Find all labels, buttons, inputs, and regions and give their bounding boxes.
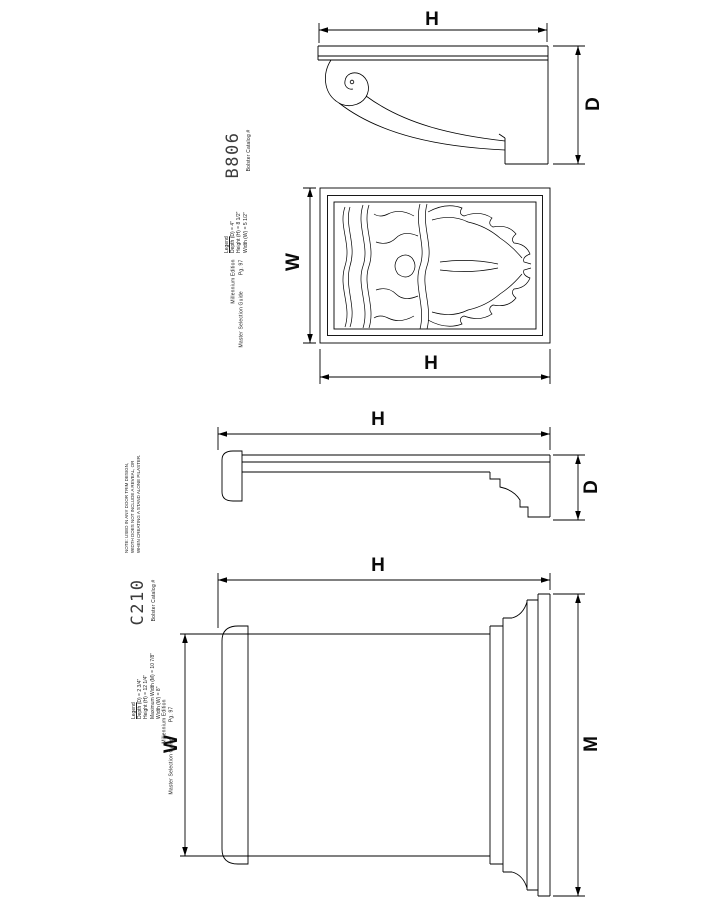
b806-profile-depth-dim-label: D	[583, 97, 604, 111]
c210-note	[124, 447, 144, 553]
c210-part-number: C210	[128, 578, 148, 626]
c210-front-maxwidth-dim-label: M	[581, 736, 602, 752]
b806-edition-label: Millennium Edition	[230, 259, 236, 304]
c210-legend-maxwidth: Maximum Width (M) = 10 7/8"	[149, 652, 156, 719]
b806-catalog-label: Bolster Catalog #	[245, 129, 251, 172]
b806-legend-title: Legend	[224, 236, 230, 253]
c210-legend-depth: Depth (D) = 2 3/4"	[137, 678, 144, 719]
c210-legend-height: Height (H) = 12 1/4"	[143, 674, 150, 719]
c210-guide-label: Master Selection Guide	[168, 738, 175, 795]
c210-page-label: Pg. 97	[168, 706, 175, 723]
c210-profile-drawing	[218, 427, 585, 520]
b806-guide	[239, 246, 246, 362]
c210-profile-height-dim-label: H	[371, 409, 385, 430]
c210-guide	[169, 693, 176, 809]
c210-front-height-dim-label: H	[371, 555, 385, 576]
c210-note-line-3: WHEN CREATING A STAND ALONE PILASTER.	[136, 454, 141, 553]
b806-legend-width: Width (W) = 5 1/2"	[242, 212, 249, 253]
b806-legend-height: Height (H) = 8 1/2"	[236, 211, 243, 253]
b806-legend	[224, 187, 250, 253]
b806-profile-drawing	[318, 23, 585, 164]
acanthus-carving	[343, 204, 531, 329]
b806-front-height-dim-label: H	[424, 353, 438, 374]
c210-legend-width: Width (W) = 8"	[155, 686, 162, 719]
c210-legend	[131, 627, 163, 719]
c210-legend-title: Legend	[131, 702, 137, 719]
c210-catalog-label: Bolster Catalog #	[150, 579, 156, 622]
c210-front-drawing	[180, 573, 585, 896]
b806-page-label: Pg. 97	[238, 259, 245, 276]
c210-front-width-dim-label: W	[161, 735, 182, 753]
b806-guide-label: Master Selection Guide	[238, 291, 245, 348]
c210-profile-depth-dim-label: D	[581, 480, 602, 494]
c210-note-line-1: NOTE: USED IN ANY DOOR TRIM DESIGN,	[124, 462, 129, 553]
b806-profile-height-dim-label: H	[425, 9, 439, 30]
c210-edition-label: Millennium Edition	[161, 699, 167, 744]
c210-note-line-2: WIDTH DOES NOT INCLUDE A REVEAL, OR	[130, 460, 135, 553]
b806-front-width-dim-label: W	[283, 253, 304, 271]
b806-legend-depth: Depth (D) = 4"	[230, 221, 237, 253]
b806-part-number: B806	[223, 131, 243, 179]
